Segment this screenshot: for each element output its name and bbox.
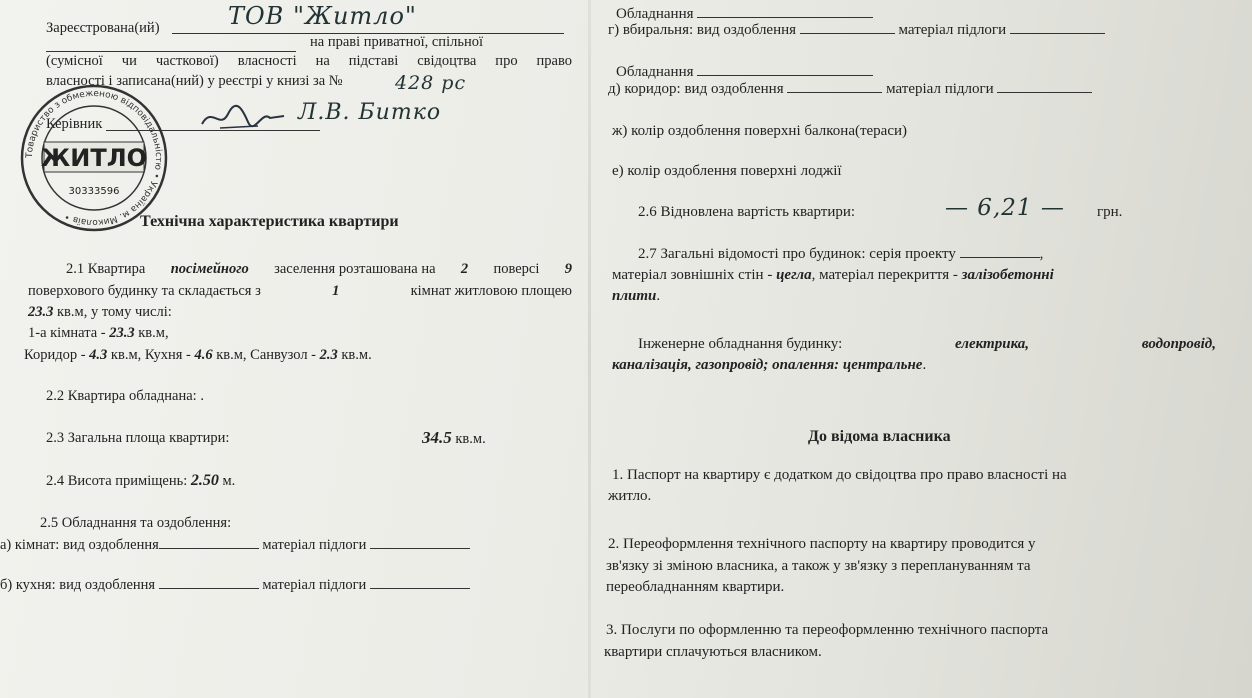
notice-1-line-1: 1. Паспорт на квартиру є додатком до свідоцтва про право власності на (612, 467, 1067, 483)
registered-value-handwritten: ТОВ "Житло" (228, 2, 417, 30)
notice-2-line-3: переобладнанням квартири. (606, 579, 785, 595)
head-name-handwritten: Л.В. Битко (298, 100, 442, 125)
p25: 2.5 Обладнання та оздоблення: (40, 515, 232, 531)
equip-1: Обладнання (616, 6, 873, 23)
p27-line-1: 2.7 Загальні відомості про будинок: серія проекту , (638, 246, 1044, 262)
p24: 2.4 Висота приміщень: 2.50 м. (46, 472, 236, 489)
ownership-line-3: власності і записана(ний) у реєстрі у книзі за № (46, 73, 343, 89)
eng-line-1: Інженерне обладнання будинку: електрика, водопровід, (638, 336, 1216, 352)
registered-label: Зареєстрована(ий) (46, 20, 160, 36)
p27-line-2: матеріал зовнішніх стін - цегла, матеріал перекриття - залізобетонні (612, 267, 1054, 283)
eng-line-2: каналізація, газопровід; опалення: центральне. (612, 357, 927, 373)
register-number-handwritten: 428 рс (395, 72, 467, 94)
notice-title: До відома власника (808, 428, 951, 445)
p26-unit: грн. (1097, 204, 1123, 220)
item-g: г) вбиральня: вид оздоблення матеріал підлоги (608, 22, 1105, 39)
p26-value-handwritten: — 6,21 — (945, 195, 1065, 221)
notice-2-line-1: 2. Переоформлення технічного паспорту на квартиру проводится у (608, 536, 1036, 552)
stamp-center-text: ЖИТЛО (40, 144, 148, 172)
p25a: а) кімнат: вид оздоблення матеріал підлоги (0, 537, 470, 554)
page-fold (588, 0, 591, 698)
item-e: е) колір оздоблення поверхні лоджії (612, 163, 842, 179)
company-stamp (18, 82, 170, 234)
item-d: д) коридор: вид оздоблення матеріал підлоги (608, 81, 1092, 98)
p23-label: 2.3 Загальна площа квартири: (46, 430, 230, 446)
tech-title: Технічна характеристика квартири (140, 213, 399, 230)
ownership-right: на праві приватної, спільної (310, 34, 483, 50)
stamp-ring-text: Товариство з обмеженою відповідальністю • Україна м. Миколаїв • (24, 88, 164, 228)
p27-line-3: плити. (612, 288, 661, 304)
room-1: 1-а кімната - 23.3 кв.м, (28, 325, 169, 341)
ownership-line-2: (сумісної чи часткової) власності на підставі свідоцтва про право (46, 53, 572, 69)
p22: 2.2 Квартира обладнана: . (46, 388, 204, 404)
p25b: б) кухня: вид оздоблення матеріал підлоги (0, 577, 470, 594)
rooms-list: Коридор - 4.3 кв.м, Кухня - 4.6 кв.м, Санвузол - 2.3 кв.м. (24, 347, 372, 363)
item-zh: ж) колір оздоблення поверхні балкона(тераси) (612, 123, 908, 139)
p21-line-2: поверхового будинку та складається з 1 кімнат житловою площею (28, 283, 572, 299)
p23-value: 34.5 кв.м. (422, 428, 486, 447)
registered-line-2 (46, 51, 296, 52)
notice-3-line-2: квартири сплачуються власником. (604, 644, 822, 660)
head-label: Керівник (46, 116, 103, 132)
stamp-code-text: 30333596 (68, 186, 120, 197)
equip-2: Обладнання (616, 64, 873, 81)
notice-2-line-2: зв'язку зі зміною власника, а також у зв'язку з переплануванням та (606, 558, 1031, 574)
notice-3-line-1: 3. Послуги по оформленню та переоформленню технічного паспорта (606, 622, 1049, 638)
p21-line-1: 2.1 Квартира посімейного заселення розташована на 2 поверсі 9 (66, 261, 572, 277)
p26-label: 2.6 Відновлена вартість квартири: (638, 204, 856, 220)
signature-scribble (198, 100, 288, 136)
notice-1-line-2: житло. (608, 488, 652, 504)
p21-line-3: 23.3 кв.м, у тому числі: (28, 304, 172, 320)
